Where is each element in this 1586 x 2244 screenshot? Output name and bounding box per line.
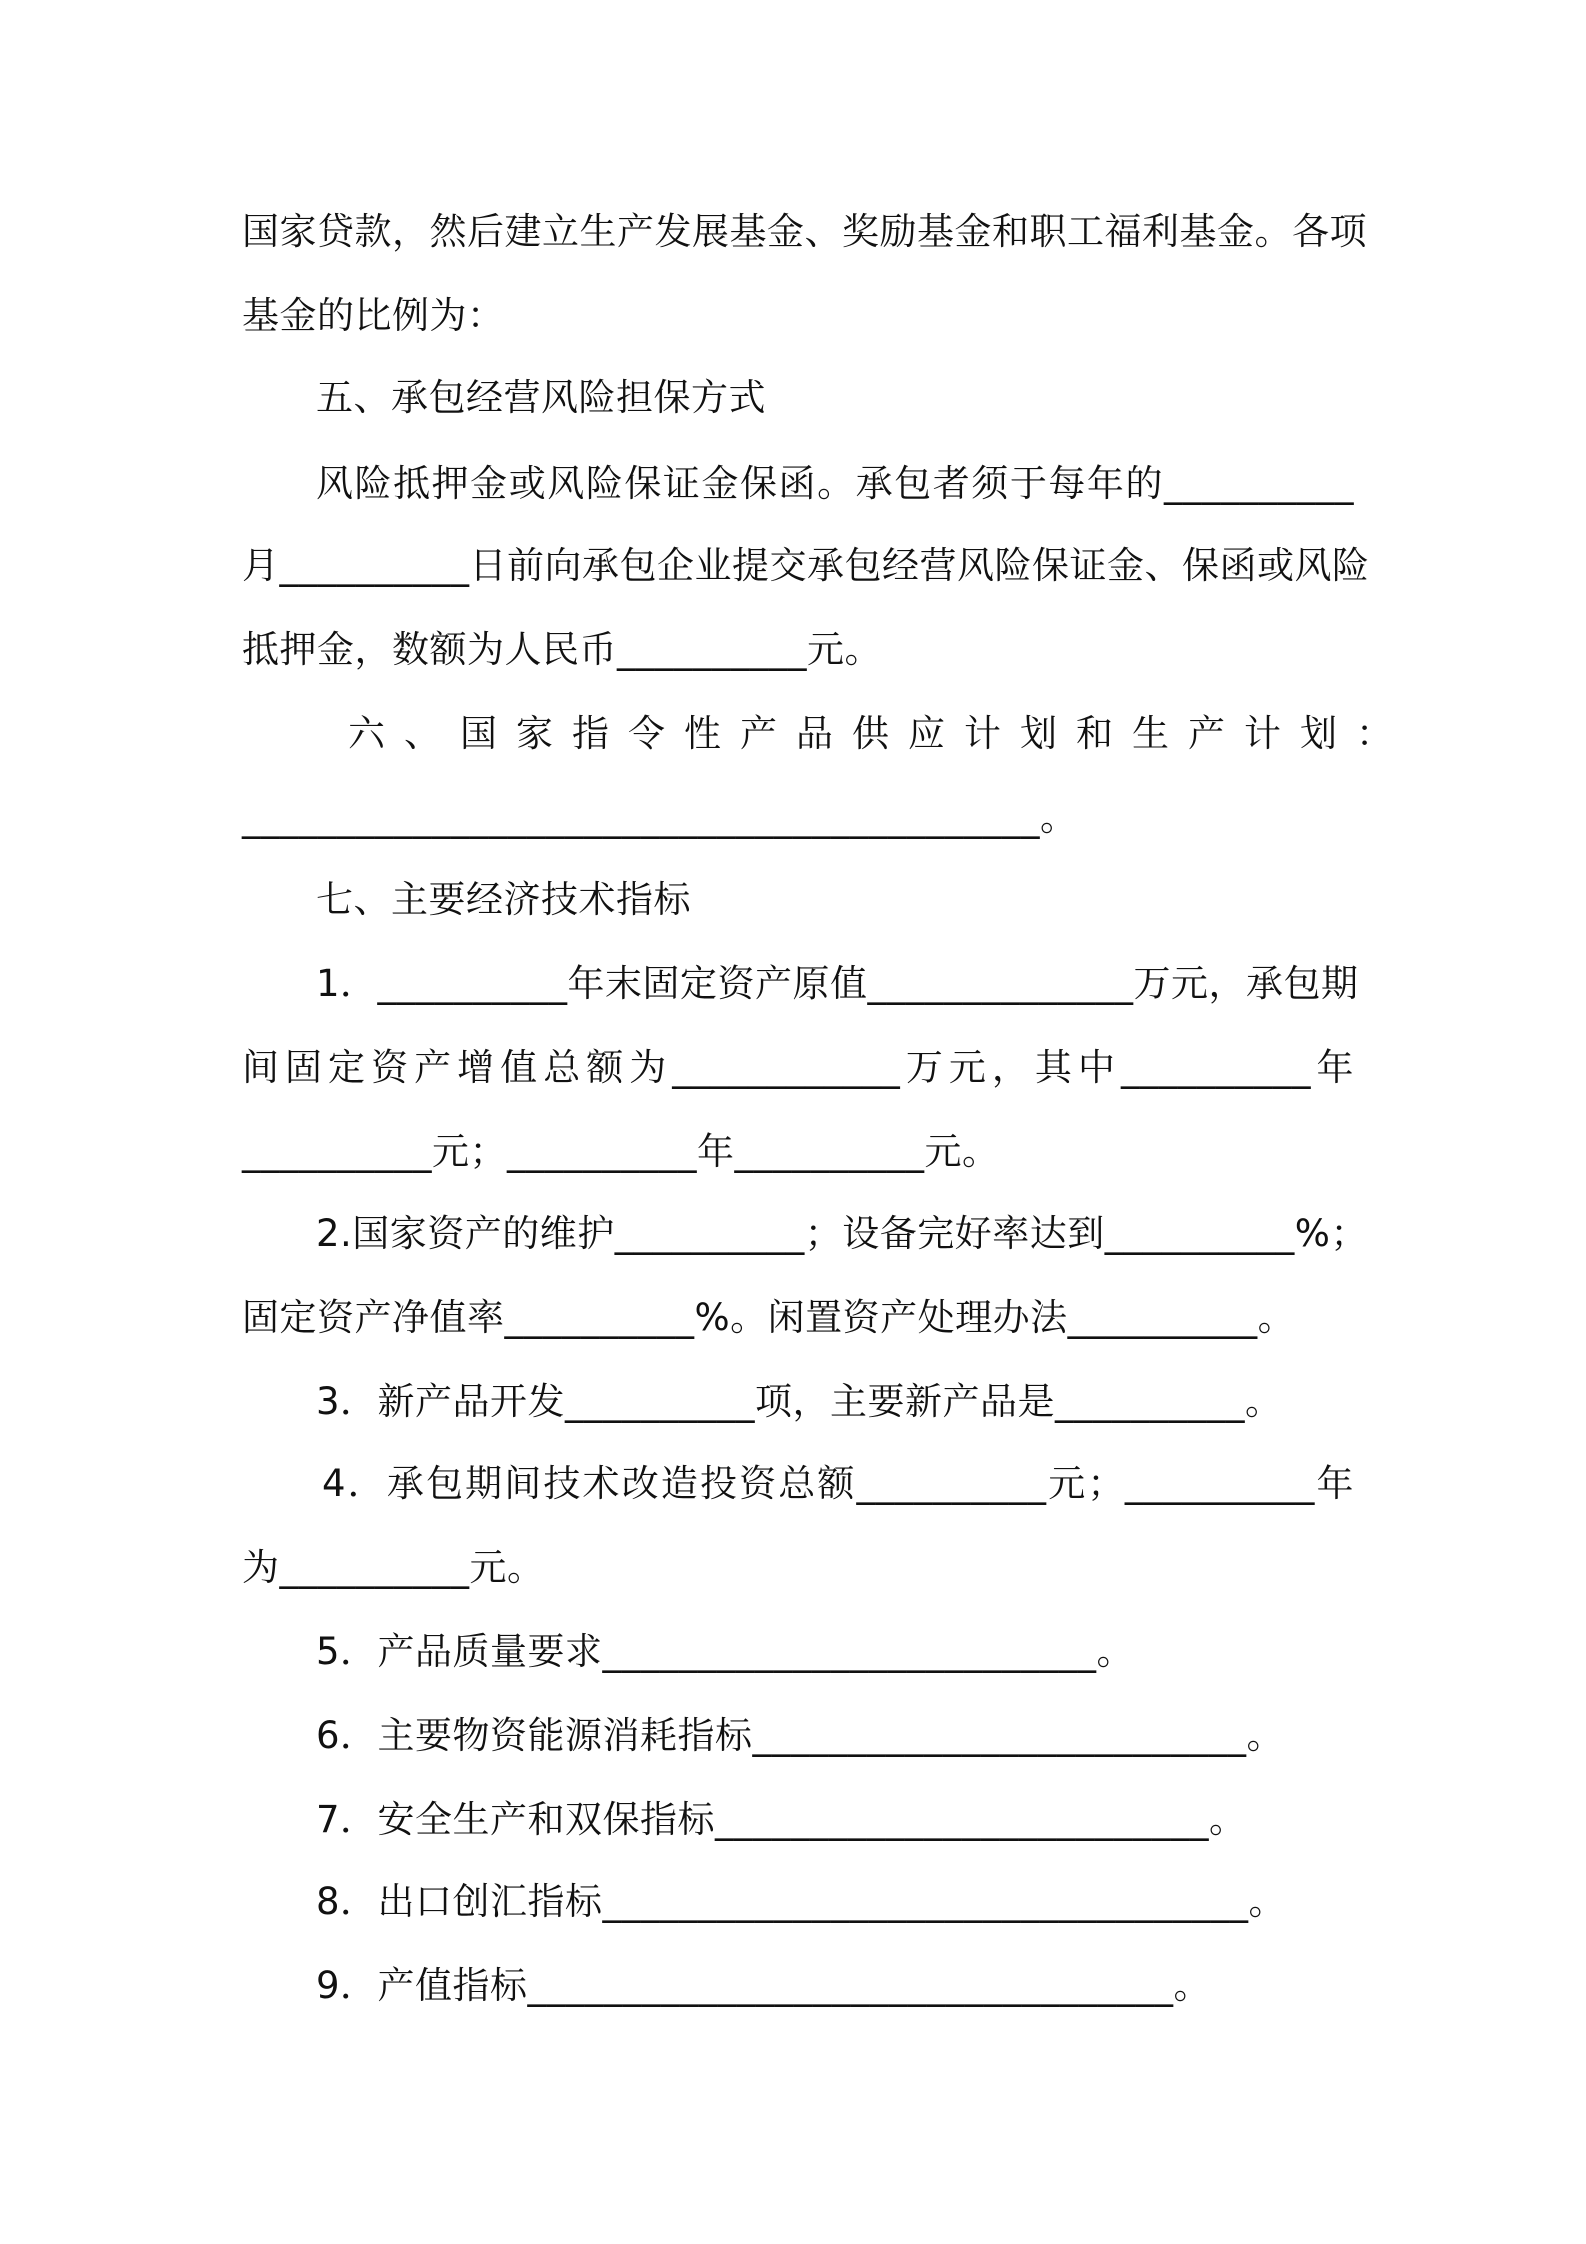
section-heading-6: 六、国家指令性产品供应计划和生产计划： (348, 712, 1412, 755)
list-item-4-cont: 为__________元。 (242, 1546, 545, 1589)
list-item-9: 9．产值指标__________________________________。 (316, 1964, 1212, 2007)
paragraph-line: 基金的比例为： (242, 294, 505, 337)
paragraph-line: 抵押金，数额为人民币__________元。 (242, 628, 882, 671)
section-heading-5: 五、承包经营风险担保方式 (316, 376, 766, 419)
list-item-2: 2.国家资产的维护__________；设备完好率达到__________%； (316, 1212, 1368, 1255)
list-item-2-cont: 固定资产净值率__________%。闲置资产处理办法__________。 (242, 1296, 1296, 1339)
list-item-3: 3．新产品开发__________项，主要新产品是__________。 (316, 1380, 1283, 1423)
paragraph-line: 月__________日前向承包企业提交承包经营风险保证金、保函或风险 (242, 544, 1370, 587)
list-item-1: 1．__________年末固定资产原值______________万元，承包期 (316, 962, 1359, 1005)
list-item-1-cont: 间固定资产增值总额为____________万元，其中__________年 (242, 1046, 1354, 1089)
list-item-4: 4．承包期间技术改造投资总额__________元；__________年 (322, 1462, 1354, 1505)
paragraph-line: __________________________________________。 (242, 796, 1078, 839)
list-item-8: 8．出口创汇指标__________________________________。 (316, 1880, 1287, 1923)
paragraph-line: 国家贷款，然后建立生产发展基金、奖励基金和职工福利基金。各项 (242, 210, 1367, 253)
list-item-5: 5．产品质量要求__________________________。 (316, 1630, 1135, 1673)
list-item-1-cont: __________元；__________年__________元。 (242, 1130, 1000, 1173)
list-item-6: 6．主要物资能源消耗指标__________________________。 (316, 1714, 1285, 1757)
paragraph-line: 风险抵押金或风险保证金保函。承包者须于每年的__________ (316, 462, 1354, 505)
section-heading-7: 七、主要经济技术指标 (316, 878, 691, 921)
list-item-7: 7．安全生产和双保指标__________________________。 (316, 1798, 1247, 1841)
